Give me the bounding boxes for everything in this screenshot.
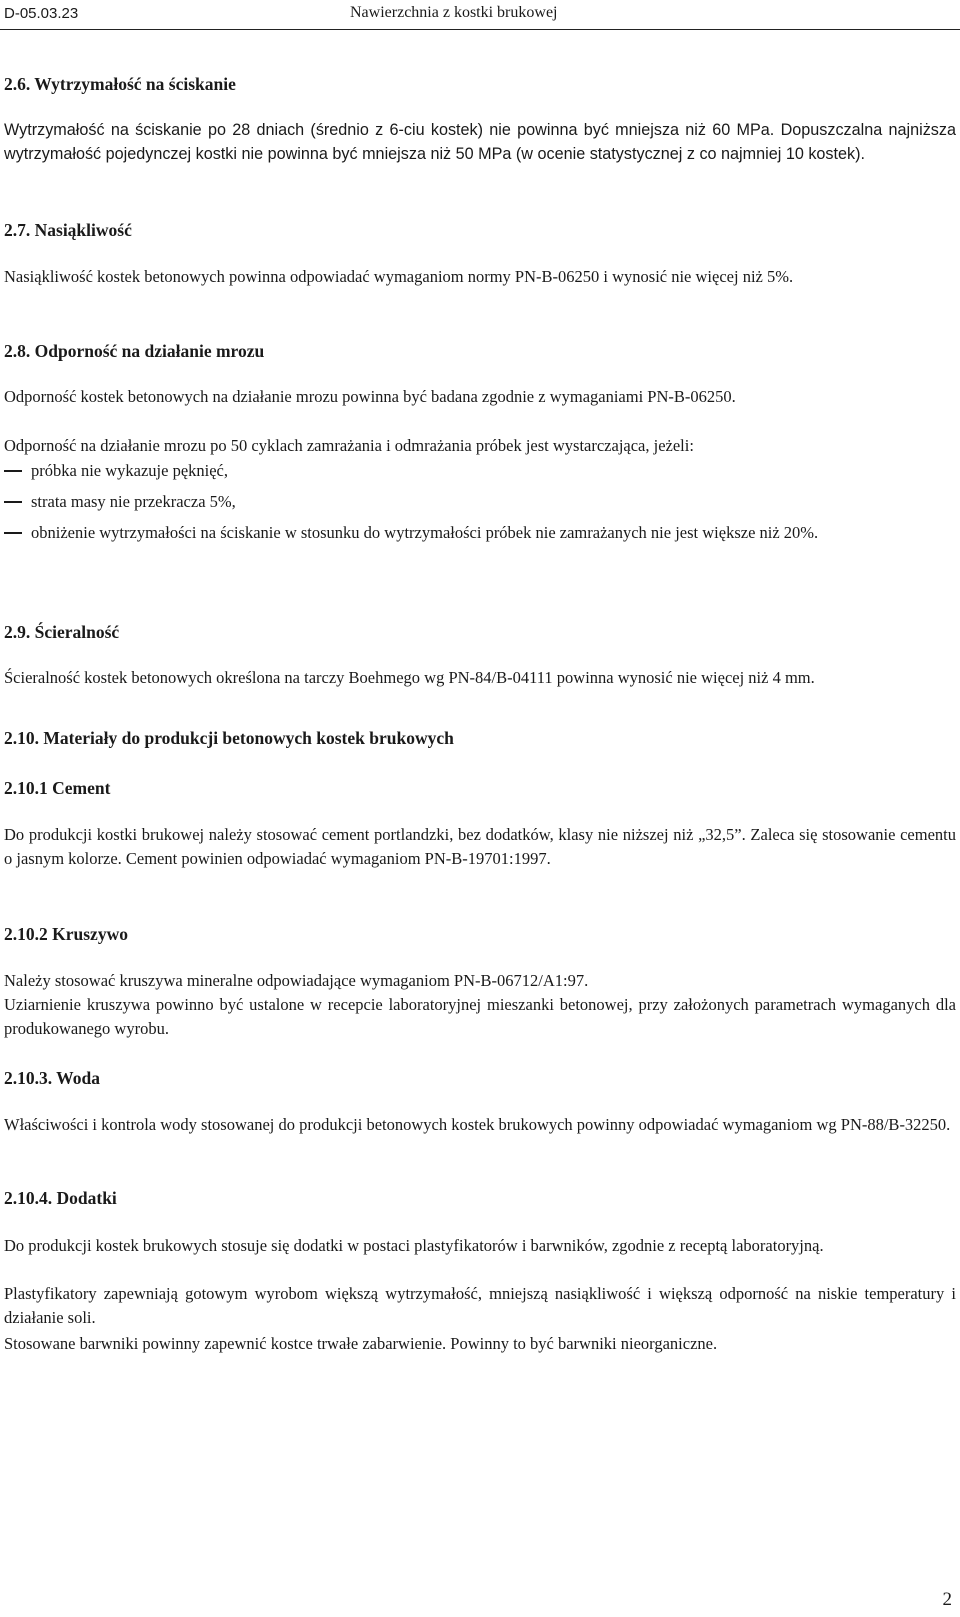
heading-2-10: 2.10. Materiały do produkcji betonowych kostek brukowych [4, 728, 454, 748]
paragraph-2-7: Nasiąkliwość kostek betonowych powinna odpowiadać wymaganiom normy PN-B-06250 i wynosić nie więcej niż 5%. [4, 267, 794, 286]
paragraph-2-10-1: Do produkcji kostki brukowej należy stosować cement portlandzki, bez dodatków, klasy nie niższej niż „32,5”. Zaleca się stosowanie cementu o jasnym kolorze. Cement powinien odpowiadać wymaganiom PN-B-19701:1997. [4, 825, 956, 868]
dash-icon [4, 470, 22, 472]
list-item-bullet-3: obniżenie wytrzymałości na ściskanie w stosunku do wytrzymałości próbek nie zamrażanych nie jest większe niż 20%. [4, 521, 956, 545]
heading-2-8: 2.8. Odporność na działanie mrozu [4, 341, 265, 361]
document-code: D-05.03.23 [4, 5, 79, 22]
heading-2-10-3: 2.10.3. Woda [4, 1068, 100, 1088]
paragraph-2-10-4-a: Do produkcji kostek brukowych stosuje się dodatki w postaci plastyfikatorów i barwników, zgodnie z receptą laboratoryjną. [4, 1236, 824, 1255]
paragraph-2-6: Wytrzymałość na ściskanie po 28 dniach (średnio z 6-ciu kostek) nie powinna być mniejsza niż 60 MPa. Dopuszczalna najniższa wytrzymałość pojedynczej kostki nie powinna być mniejsza niż 50 MPa (w ocenie statystycznej z co najmniej 10 kostek). [4, 121, 956, 163]
page-header [0, 0, 960, 30]
heading-2-9: 2.9. Ścieralność [4, 622, 120, 642]
paragraph-2-10-3: Właściwości i kontrola wody stosowanej do produkcji betonowych kostek brukowych powinny odpowiadać wymaganiom wg PN-88/B-32250. [4, 1115, 951, 1134]
heading-2-6: 2.6. Wytrzymałość na ściskanie [4, 74, 236, 94]
paragraph-2-10-2-a: Należy stosować kruszywa mineralne odpowiadające wymaganiom PN-B-06712/A1:97. [4, 971, 589, 990]
page-number: 2 [942, 1589, 952, 1610]
header-divider [0, 29, 960, 30]
heading-2-10-1: 2.10.1 Cement [4, 778, 111, 798]
paragraph-2-10-4-c: Stosowane barwniki powinny zapewnić kostce trwałe zabarwienie. Powinny to być barwniki nieorganiczne. [4, 1334, 718, 1353]
paragraph-2-8-a: Odporność kostek betonowych na działanie mrozu powinna być badana zgodnie z wymaganiami PN-B-06250. [4, 387, 736, 406]
dash-icon [4, 532, 22, 534]
paragraph-2-9: Ścieralność kostek betonowych określona na tarczy Boehmego wg PN-84/B-04111 powinna wynosić nie więcej niż 4 mm. [4, 668, 815, 687]
dash-icon [4, 501, 22, 503]
paragraph-2-10-4-b: Plastyfikatory zapewniają gotowym wyrobom większą wytrzymałość, mniejszą nasiąkliwość i większą odporność na niskie temperatury i działanie soli. [4, 1284, 956, 1327]
heading-2-7: 2.7. Nasiąkliwość [4, 220, 132, 240]
list-item-bullet-2: strata masy nie przekracza 5%, [4, 490, 956, 514]
paragraph-2-10-2-b: Uziarnienie kruszywa powinno być ustalone w recepcie laboratoryjnej mieszanki betonowej, przy założonych parametrach wymaganych dla produkowanego wyrobu. [4, 995, 956, 1038]
list-item-bullet-1: próbka nie wykazuje pęknięć, [4, 459, 956, 483]
heading-2-10-2: 2.10.2 Kruszywo [4, 924, 128, 944]
document-title: Nawierzchnia z kostki brukowej [350, 4, 558, 21]
heading-2-10-4: 2.10.4. Dodatki [4, 1188, 117, 1208]
paragraph-2-8-b: Odporność na działanie mrozu po 50 cyklach zamrażania i odmrażania próbek jest wystarczająca, jeżeli: [4, 436, 694, 455]
